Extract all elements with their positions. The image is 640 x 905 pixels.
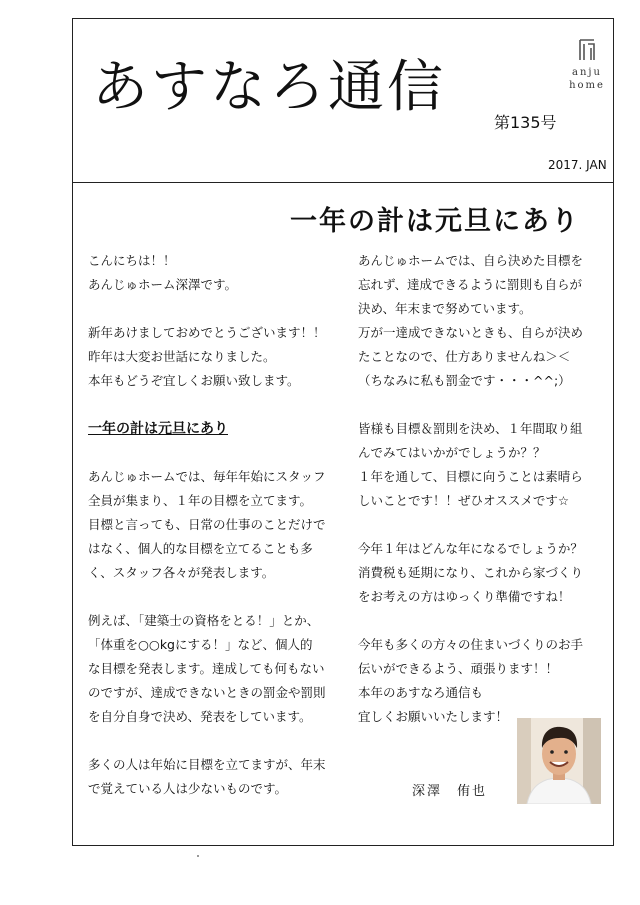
paragraph-line: 「体重を○○kgにする！」など、個人的 — [88, 637, 313, 652]
paragraph-line: しいことです！！ぜひオススメです☆ — [358, 493, 570, 508]
paragraph-line: んでみてはいかがでしょうか？？ — [358, 445, 546, 460]
paragraph-line: あんじゅホーム深澤です。 — [88, 277, 238, 292]
paragraph-line: 本年もどうぞ宜しくお願い致します。 — [88, 373, 300, 388]
paragraph-line: 伝いができるよう、頑張ります！！ — [358, 661, 559, 676]
paragraph-line: 宜しくお願いいたします！ — [358, 709, 509, 724]
author-photo — [517, 718, 601, 804]
paragraph-line: く、スタッフ各々が発表します。 — [88, 565, 275, 580]
right-column — [358, 249, 604, 729]
newsletter-title: あすなろ通信 — [92, 55, 446, 120]
header-divider — [72, 182, 614, 183]
paragraph-line: 今年も多くの方々の住まいづくりのお手 — [358, 637, 584, 652]
paragraph-line: のですが、達成できないときの罰金や罰則 — [88, 685, 326, 700]
paragraph-line: 多くの人は年始に目標を立てますが、年末 — [88, 757, 326, 772]
paragraph-line: あんじゅホームでは、自ら決めた目標を — [358, 253, 584, 268]
anju-home-logo — [562, 38, 612, 92]
paragraph-line: はなく、個人的な目標を立てることも多 — [88, 541, 313, 556]
paragraph-line: たことなので、仕方ありませんね＞＜ — [358, 349, 571, 364]
article-headline: 一年の計は元旦にあり — [290, 206, 580, 237]
paragraph-line: を自分自身で決め、発表をしています。 — [88, 709, 312, 724]
logo-text-line2: home — [569, 80, 605, 91]
paragraph-line: をお考えの方はゆっくり準備ですね！ — [358, 589, 571, 604]
paragraph-line: 目標と言っても、日常の仕事のことだけで — [88, 517, 326, 532]
paragraph-line: １年を通して、目標に向うことは素晴ら — [358, 469, 583, 484]
logo-text-line1: anju — [572, 67, 602, 78]
paragraph-line: 決め、年末まで努めています。 — [358, 301, 532, 316]
paragraph-line: あんじゅホームでは、毎年年始にスタッフ — [88, 469, 326, 484]
paragraph-line: で覚えている人は少ないものです。 — [88, 781, 288, 796]
paragraph-line: こんにちは！！ — [88, 253, 176, 268]
left-column — [88, 249, 336, 801]
paragraph-line: 消費税も延期になり、これから家づくり — [358, 565, 584, 580]
paragraph-line: 万が一達成できないときも、自らが決め — [358, 325, 584, 340]
paragraph-line: 皆様も目標＆罰則を決め、１年間取り組 — [358, 421, 583, 436]
logo-mark-icon — [578, 38, 596, 62]
author-portrait-image — [517, 718, 601, 804]
paragraph-line: （ちなみに私も罰金です・・・^^;） — [358, 373, 571, 388]
paragraph-line: 全員が集まり、１年の目標を立てます。 — [88, 493, 313, 508]
paragraph-line: な目標を発表します。達成しても何もない — [88, 661, 325, 676]
paragraph-line: 忘れず、達成できるように罰則も自らが — [358, 277, 583, 292]
scan-artifact — [197, 855, 199, 857]
paragraph-line: 今年１年はどんな年になるでしょうか？ — [358, 541, 583, 556]
paragraph-line: 例えば、「建築士の資格をとる！」とか、 — [88, 613, 320, 628]
author-signature: 深澤 侑也 — [412, 784, 488, 799]
paragraph-line: 本年のあすなろ通信も — [358, 685, 484, 700]
paragraph-line: 昨年は大変お世話になりました。 — [88, 349, 276, 364]
issue-number: 第135号 — [494, 113, 557, 132]
issue-date: 2017. JAN — [548, 158, 607, 172]
section-subheading: 一年の計は元旦にあり — [88, 421, 228, 437]
paragraph-line: 新年あけましておめでとうございます！！ — [88, 325, 326, 340]
